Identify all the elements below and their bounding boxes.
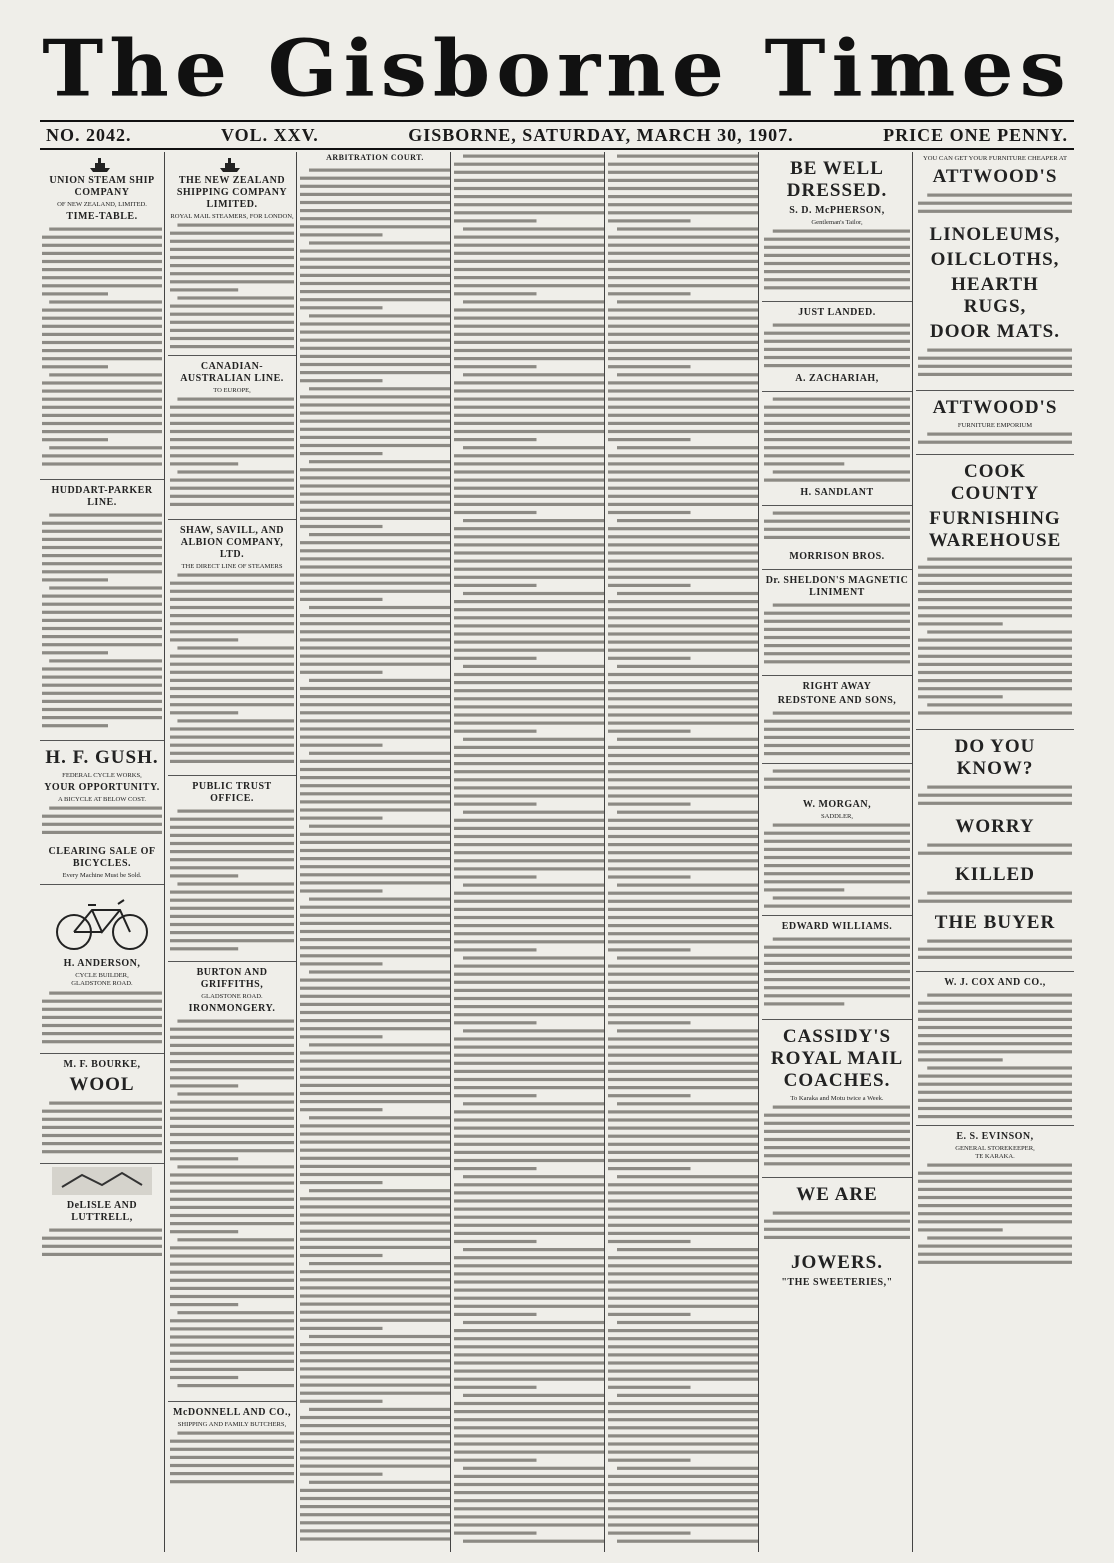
steamship-icon — [89, 157, 111, 173]
morrison-name: MORRISON BROS. — [789, 551, 885, 563]
cox-ad — [916, 972, 1074, 1126]
arbitration-court-title: ARBITRATION COURT. — [326, 153, 424, 162]
masthead — [40, 22, 1074, 116]
bourke-name: M. F. BOURKE, — [63, 1058, 141, 1070]
oilcloths: OILCLOTHS, — [930, 249, 1060, 271]
mcpherson-sub: Gentleman's Tailor, — [811, 219, 863, 226]
edward-williams-ad — [762, 916, 912, 1020]
huddart-text — [42, 511, 162, 736]
column-1 — [40, 152, 165, 1552]
redstone-text — [764, 709, 910, 759]
morgan-ad — [762, 764, 912, 916]
right-away-ad — [762, 676, 912, 764]
burton-griffiths-ad — [168, 962, 296, 1402]
burton-text — [170, 1017, 294, 1397]
shaw-head: SHAW, SAVILL, AND ALBION COMPANY, LTD. — [179, 525, 285, 561]
redstone-name: REDSTONE AND SONS, — [777, 695, 897, 707]
canadian-text — [170, 395, 294, 515]
killed: KILLED — [955, 864, 1035, 886]
linoleums: LINOLEUMS, — [929, 224, 1061, 246]
public-trust-head: PUBLIC TRUST OFFICE. — [192, 781, 272, 805]
union-steam-ship-ad — [40, 152, 164, 480]
furniture-emporium: FURNITURE EMPORIUM — [957, 422, 1033, 430]
anderson-road: GLADSTONE ROAD. — [71, 980, 133, 988]
delisle-text — [42, 1226, 162, 1266]
worry: WORRY — [955, 816, 1035, 838]
huddart-parker-ad — [40, 480, 164, 741]
edward-williams-name: EDWARD WILLIAMS. — [781, 921, 893, 933]
morgan-name: W. MORGAN, — [802, 799, 872, 811]
anderson-text — [42, 989, 162, 1049]
do-you-know: DO YOU KNOW? — [954, 736, 1036, 780]
engraving-icon — [52, 1167, 152, 1195]
mcdonnell-name: McDONNELL AND CO., — [173, 1407, 291, 1419]
burton-head: BURTON AND GRIFFITHS, — [196, 967, 268, 991]
right-away-head: RIGHT AWAY — [802, 681, 872, 693]
bourke-text — [42, 1099, 162, 1159]
nz-shipping-head: THE NEW ZEALAND SHIPPING COMPANY LIMITED. — [176, 175, 288, 210]
anderson-name: H. ANDERSON, — [63, 958, 141, 970]
jowers-name: JOWERS. — [791, 1252, 883, 1274]
column-5 — [608, 152, 759, 1552]
column-7 — [916, 152, 1074, 1552]
general-storekeeper: GENERAL STOREKEEPER, — [955, 1145, 1035, 1153]
burton-sub: GLADSTONE ROAD. — [201, 993, 263, 1001]
sandlant-ad — [762, 392, 912, 506]
timetable-heading: TIME-TABLE. — [66, 211, 138, 223]
canadian-head: CANADIAN-AUSTRALIAN LINE. — [180, 361, 284, 385]
sheldon-text — [764, 601, 910, 671]
column-4-text — [454, 152, 604, 1547]
mcpherson-text — [764, 227, 910, 297]
mcdonnell-sub: SHIPPING AND FAMILY BUTCHERS, — [177, 1421, 287, 1429]
furnishing-warehouse: FURNISHING WAREHOUSE — [928, 508, 1062, 552]
zachariah-text — [764, 321, 910, 371]
nz-shipping-text — [170, 221, 294, 351]
column-4 — [454, 152, 605, 1552]
zachariah-name: A. ZACHARIAH, — [795, 373, 879, 385]
bourke-ad — [40, 1054, 164, 1164]
mcdonnell-text — [170, 1429, 294, 1489]
column-6 — [762, 152, 913, 1552]
bicycle-icon — [52, 894, 152, 952]
do-you-know-text — [918, 783, 1072, 813]
mcdonnell-ad — [168, 1402, 296, 1493]
cook-county: COOK COUNTY — [950, 461, 1040, 505]
attwoods-name: ATTWOOD'S — [932, 166, 1058, 188]
column-5-text — [608, 152, 758, 1547]
dateline — [40, 120, 1074, 150]
te-karaka: TE KARAKA. — [975, 1153, 1015, 1161]
delisle-name: DeLISLE AND LUTTRELL, — [66, 1199, 138, 1223]
sandlant-text — [764, 395, 910, 485]
nz-shipping-ad — [168, 152, 296, 356]
huddart-head: HUDDART-PARKER LINE. — [51, 485, 153, 509]
clearing-sale: CLEARING SALE OF BICYCLES. — [48, 846, 156, 870]
killed-text — [918, 889, 1072, 909]
bicycle-line: A BICYCLE AT BELOW COST. — [57, 796, 147, 804]
morgan-text — [764, 767, 910, 797]
bus-timetable — [764, 821, 910, 911]
gush-ad — [40, 741, 164, 885]
sandlant-name: H. SANDLANT — [800, 487, 874, 499]
anderson-ad — [40, 885, 164, 1053]
delisle-ad — [40, 1164, 164, 1270]
shaw-savill-ad — [168, 520, 296, 776]
column-3-text — [300, 166, 450, 1546]
gush-sub: FEDERAL CYCLE WORKS, — [62, 772, 142, 780]
union-sub: OF NEW ZEALAND, LIMITED. — [57, 201, 147, 208]
anderson-sub: CYCLE BUILDER, — [75, 972, 129, 980]
issue-number: NO. 2042. — [46, 124, 132, 145]
door-mats: DOOR MATS. — [930, 321, 1060, 343]
jowers-text — [764, 1209, 910, 1249]
cox-name: W. J. COX AND CO., — [944, 977, 1046, 989]
attwoods-emporium-text — [918, 430, 1072, 450]
volume-number: VOL. XXV. — [220, 124, 319, 145]
jowers-ad — [762, 1178, 912, 1295]
opportunity: YOUR OPPORTUNITY. — [44, 782, 160, 794]
public-trust-ad — [168, 776, 296, 962]
cassidy-sub: To Karaka and Motu twice a Week. — [790, 1095, 884, 1103]
sheldon-ad — [762, 570, 912, 676]
gush-text — [42, 804, 162, 844]
just-landed: JUST LANDED. — [798, 307, 876, 319]
be-well-dressed-ad — [762, 152, 912, 302]
public-trust-text — [170, 807, 294, 957]
edward-williams-text — [764, 935, 910, 1015]
attwoods-text — [918, 191, 1072, 221]
we-are: WE ARE — [796, 1184, 878, 1206]
attwoods-text-2 — [918, 346, 1072, 386]
place-date: GISBORNE, SATURDAY, MARCH 30, 1907. — [408, 124, 794, 145]
evinson-text — [918, 1161, 1072, 1271]
evinson-ad — [916, 1126, 1074, 1275]
cook-county-text — [918, 555, 1072, 725]
hearth-rugs: HEARTH RUGS, — [951, 274, 1039, 318]
cassidy-head: CASSIDY'S ROYAL MAIL COACHES. — [770, 1026, 904, 1092]
gush-name: H. F. GUSH. — [45, 747, 159, 769]
the-buyer-text — [918, 937, 1072, 967]
wool-heading: WOOL — [69, 1073, 135, 1095]
cox-text — [918, 991, 1072, 1121]
direct-line: THE DIRECT LINE OF STEAMERS — [181, 563, 283, 571]
timetable-text — [42, 225, 162, 475]
canadian-line-ad — [168, 356, 296, 520]
morrison-ad — [762, 506, 912, 570]
evinson-name: E. S. EVINSON, — [956, 1131, 1034, 1143]
attwoods-emporium-ad — [916, 391, 1074, 455]
be-well-dressed: BE WELL DRESSED. — [786, 158, 888, 201]
column-2 — [168, 152, 297, 1552]
royal-mail-line: ROYAL MAIL STEAMERS, FOR LONDON, — [170, 213, 294, 220]
every-machine: Every Machine Must be Sold. — [62, 872, 142, 880]
price: PRICE ONE PENNY. — [883, 124, 1068, 145]
attwoods-ad — [916, 152, 1074, 391]
morrison-text — [764, 509, 910, 549]
zachariah-ad — [762, 302, 912, 392]
shaw-text — [170, 571, 294, 771]
cassidy-ad — [762, 1020, 912, 1178]
masthead-title: The Gisborne Times — [42, 23, 1072, 115]
cook-county-ad — [916, 455, 1074, 730]
do-you-know-ad — [916, 730, 1074, 972]
morgan-sub: SADDLER, — [820, 813, 854, 821]
sweeteries: "THE SWEETERIES," — [781, 1277, 893, 1289]
attwoods-name-2: ATTWOOD'S — [932, 397, 1058, 419]
you-can-get: YOU CAN GET YOUR FURNITURE CHEAPER AT — [923, 155, 1067, 162]
union-head: UNION STEAM SHIP COMPANY — [49, 175, 155, 198]
worry-text — [918, 841, 1072, 861]
ironmongery-head: IRONMONGERY. — [188, 1003, 276, 1015]
cassidy-text — [764, 1103, 910, 1173]
sheldon-head: Dr. SHELDON'S MAGNETIC LINIMENT — [765, 575, 909, 599]
mcpherson-name: S. D. McPHERSON, — [789, 205, 885, 216]
column-3 — [300, 152, 451, 1552]
to-europe: TO EUROPE, — [213, 387, 251, 395]
the-buyer: THE BUYER — [934, 912, 1056, 934]
steamship-icon — [219, 157, 241, 173]
